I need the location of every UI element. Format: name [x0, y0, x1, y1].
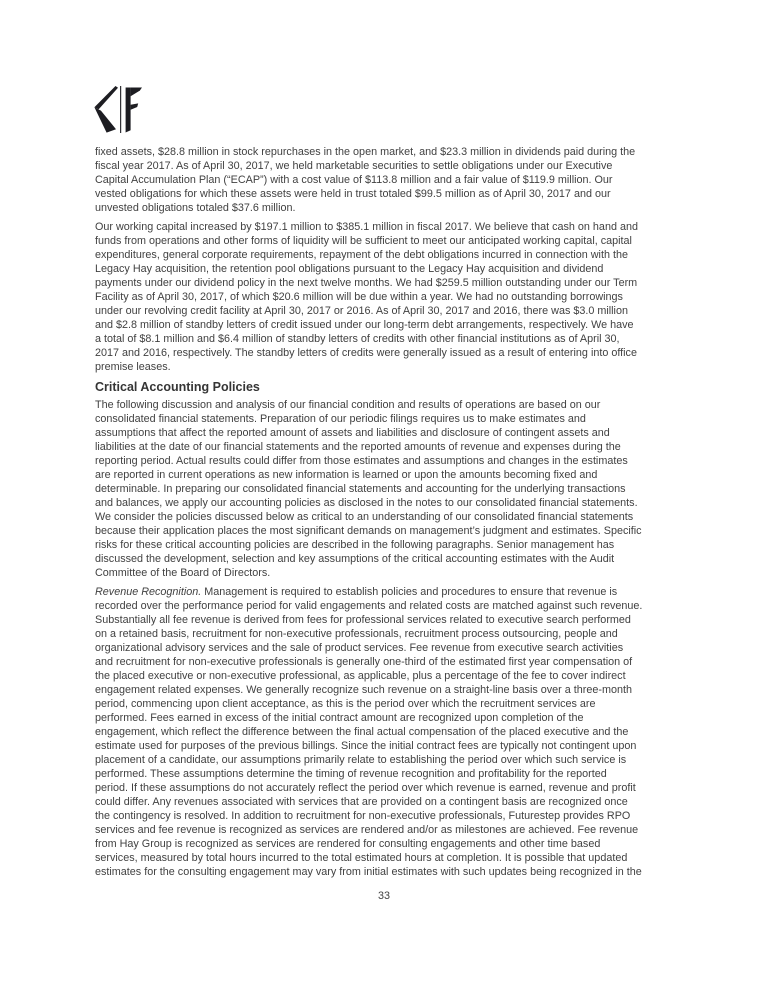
text-line: engagement, which reflect the difference between the final actual compensation of the placed executive and the — [95, 726, 629, 738]
text-line: consolidated financial statements. Preparation of our periodic filings requires us to make estimates and — [95, 413, 586, 425]
text-line: unvested obligations totaled $37.6 million. — [95, 202, 296, 214]
text-line: period. If these assumptions do not accurately reflect the period over which revenue is earned, revenue and profit — [95, 782, 636, 794]
page-footer — [0, 886, 768, 904]
paragraph — [95, 585, 675, 879]
text-line: and balances, we apply our accounting policies as disclosed in the notes to our consolidated financial statements. — [95, 497, 638, 509]
text-line: are reported in current operations as new information is learned or upon the amounts becoming fixed and — [95, 469, 598, 481]
text-line: fixed assets, $28.8 million in stock repurchases in the open market, and $23.3 million in dividends paid during the — [95, 146, 636, 158]
text-line: Capital Accumulation Plan (“ECAP”) with a cost value of $113.8 million and a fair value of $119.9 million. Our — [95, 174, 613, 186]
text-line: performed. Fees earned in excess of the initial contract amount are recognized upon completion of the — [95, 712, 584, 724]
kf-monogram-icon — [94, 86, 142, 133]
text-line: estimates for the consulting engagement may vary from initial estimates with such updates being recognized in the — [95, 866, 642, 878]
text-line: the placed executive or non-executive professional, as applicable, plus a percentage of the fee to cover indirect — [95, 670, 626, 682]
paragraph — [95, 398, 675, 580]
document-body — [95, 145, 675, 884]
line-text: Management is required to establish policies and procedures to ensure that revenue is — [204, 586, 618, 598]
text-line: Substantially all fee revenue is derived from fees for professional services related to executive search performed — [95, 614, 631, 626]
text-line: estimate used for purposes of the previous billings. Since the initial contract fees are typically not contingent upon — [95, 740, 637, 752]
text-line: premise leases. — [95, 361, 171, 373]
text-line — [95, 585, 675, 599]
text-line: could differ. Any revenues associated with services that are provided on a contingent basis are recognized once — [95, 796, 628, 808]
korn-ferry-logo — [94, 86, 142, 133]
text-line: placement of a candidate, our assumptions primarily relate to establishing the period over which such service is — [95, 754, 627, 766]
text-line: determinable. In preparing our consolidated financial statements and accounting for the underlying transactions — [95, 483, 626, 495]
text-line: the contingency is resolved. In addition to recruitment for non-executive professionals, Futurestep provides RPO — [95, 810, 631, 822]
text-line: Committee of the Board of Directors. — [95, 567, 271, 579]
text-line: and recruitment for non-executive professionals is generally one-third of the estimated first year compensation of — [95, 656, 633, 668]
text-line: on a retained basis, recruitment for non-executive professionals, recruitment process outsourcing, people and — [95, 628, 618, 640]
text-line: Our working capital increased by $197.1 million to $385.1 million in fiscal 2017. We believe that cash on hand and — [95, 221, 638, 233]
text-line: fiscal year 2017. As of April 30, 2017, we held marketable securities to settle obligations under our Executive — [95, 160, 613, 172]
paragraph — [95, 220, 675, 374]
text-line: The following discussion and analysis of our financial condition and results of operations are based on our — [95, 399, 601, 411]
text-line: reporting period. Actual results could differ from those estimates and assumptions and changes in the estimates — [95, 455, 628, 467]
text-line: performed. These assumptions determine the timing of revenue recognition and profitability for the reported — [95, 768, 607, 780]
text-line: recorded over the performance period for valid engagements and related costs are matched against such revenue. — [95, 600, 643, 612]
paragraph — [95, 145, 675, 215]
text-line: We consider the policies discussed below as critical to an understanding of our consolidated financial statements — [95, 511, 634, 523]
text-line: vested obligations for which these assets were held in trust totaled $99.5 million as of April 30, 2017 and our — [95, 188, 611, 200]
text-line: engagement related expenses. We generally recognize such revenue on a straight-line basis over a three-month — [95, 684, 632, 696]
text-line: discussed the development, selection and key assumptions of the critical accounting estimates with the Audit — [95, 553, 615, 565]
text-line: period, commencing upon client acceptance, as this is the period over which the recruitment services are — [95, 698, 596, 710]
text-line: from Hay Group is recognized as services are rendered for consulting engagements and other time based — [95, 838, 601, 850]
text-line: services and fee revenue is recognized as services are rendered and/or as milestones are achieved. Fee revenue — [95, 824, 639, 836]
text-line: expenditures, general corporate requirements, repayment of the debt obligations incurred in connection with the — [95, 249, 628, 261]
text-line: because their application places the most significant demands on management’s judgment and estimates. Specific — [95, 525, 642, 537]
text-line: Facility as of April 30, 2017, of which $20.6 million will be due within a year. We had no outstanding borrowings — [95, 291, 623, 303]
text-line: Legacy Hay acquisition, the retention pool obligations pursuant to the Legacy Hay acquisition and dividend — [95, 263, 604, 275]
text-line: services, measured by total hours incurred to the total estimated hours at completion. It is possible that updated — [95, 852, 628, 864]
text-line: and $2.8 million of standby letters of credit issued under our long-term debt arrangements, respectively. We have — [95, 319, 634, 331]
section-heading: Critical Accounting Policies — [95, 380, 260, 394]
text-line: payments under our dividend policy in the next twelve months. We had $259.5 million outstanding under our Term — [95, 277, 638, 289]
text-line: liabilities at the date of our financial statements and the reported amounts of revenue and expenses during the — [95, 441, 621, 453]
text-line: under our revolving credit facility at April 30, 2017 or 2016. As of April 30, 2017 and 2016, there was $3.0 million — [95, 305, 628, 317]
italic-lead: Revenue Recognition. — [95, 586, 202, 598]
text-line: funds from operations and other forms of liquidity will be sufficient to meet our anticipated working capital, capital — [95, 235, 632, 247]
text-line: a total of $8.1 million and $6.4 million of standby letters of credits with other financial institutions as of April 30, — [95, 333, 620, 345]
text-line: assumptions that affect the reported amount of assets and liabilities and disclosure of contingent assets and — [95, 427, 610, 439]
text-line: risks for these critical accounting policies are described in the following paragraphs. Senior management has — [95, 539, 615, 551]
text-line: 2017 and 2016, respectively. The standby letters of credits were generally issued as a result of entering into office — [95, 347, 637, 359]
page-number: 33 — [377, 890, 390, 902]
text-line: organizational advisory services and the sale of product services. Fee revenue from executive search activities — [95, 642, 624, 654]
